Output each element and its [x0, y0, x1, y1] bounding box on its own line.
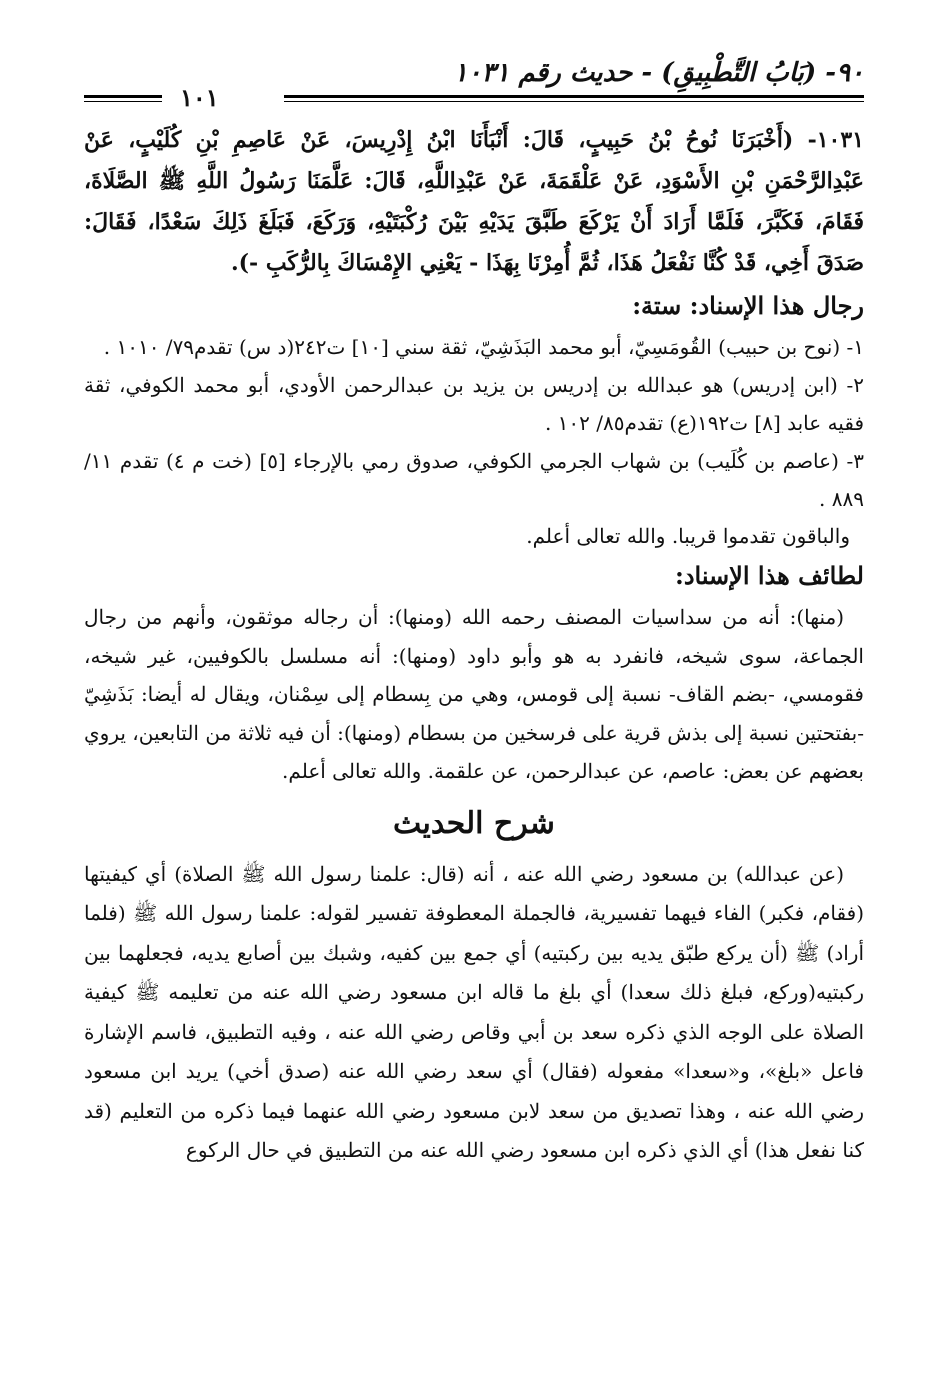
sharh-title: شرح الحديث [393, 805, 555, 841]
header-rule-short [84, 95, 162, 102]
narrator-item: ٢- (ابن إدريس) هو عبدالله بن إدريس بن يزيد بن عبدالرحمن الأودي، أبو محمد الكوفي، ثقة فقيه عابد [٨] ت١٩٢(ع) تقدم٨٥/ ١٠٢ . [84, 373, 864, 435]
narrator-item: ٣- (عاصم بن كُلَيب) بن شهاب الجرمي الكوفي، صدوق رمي بالإرجاء [٥] (خت م ٤) تقدم ١١/ ٨٨٩ . [84, 449, 864, 511]
narrators-heading: رجال هذا الإسناد: ستة: [632, 291, 864, 320]
running-title: ٩٠- (بَابُ التَّطْبِيقِ) - حديث رقم ١٠٣١ [453, 58, 864, 88]
book-page [84, 40, 864, 1171]
remaining-narrators-note: والباقون تقدموا قريبا. والله تعالى أعلم. [526, 524, 850, 548]
page-header [84, 40, 864, 120]
narrator-item: ١- (نوح بن حبيب) القُومَسِيّ، أبو محمد البَذَشِيّ، ثقة سني [١٠] ت٢٤٢(د س) تقدم٧٩/ ١٠١٠ . [103, 335, 864, 359]
header-rule-long [284, 95, 864, 102]
hadith-text: ١٠٣١- (أَخْبَرَنَا نُوحُ بْنُ حَبِيبٍ، قَالَ: أَنْبَأَنَا ابْنُ إِدْرِيسَ، عَنْ عَاصِمِ بْنِ كُلَيْبٍ، عَنْ عَبْدِالرَّحْمَنِ بْنِ الأَسْوَدِ، عَنْ عَلْقَمَةَ، عَنْ عَبْدِاللَّهِ، قَالَ: عَلَّمَنَا رَسُولُ اللَّهِ ﷺ الصَّلَاةَ، فَقَامَ، فَكَبَّرَ، فَلَمَّا أَرَادَ أَنْ يَرْكَعَ طَبَّقَ يَدَيْهِ بَيْنَ رُكْبَتَيْهِ، وَرَكَعَ، فَبَلَغَ ذَلِكَ سَعْدًا، فَقَالَ: صَدَقَ أَخِي، قَدْ كُنَّا نَفْعَلُ هَذَا، ثُمَّ أُمِرْنَا بِهَذَا - يَعْنِي الإِمْسَاكَ بِالرُّكَبِ -). [84, 127, 864, 276]
sharh-paragraph: (عن عبدالله) بن مسعود رضي الله عنه ، أنه (قال: علمنا رسول الله ﷺ الصلاة) أي كيفيتها (فقام، فكبر) الفاء فيهما تفسيرية، فالجملة المعطوفة تفسير لقوله: علمنا رسول الله ﷺ (فلما أراد) ﷺ (أن يركع طبّق يديه بين ركبتيه) أي جمع بين كفيه، وشبك بين أصابع يديه، فجعلهما بين ركبتيه(وركع، فبلغ ذلك سعدا) أي بلغ ما قاله ابن مسعود رضي الله عنه من تعليمه ﷺ كيفية الصلاة على الوجه الذي ذكره سعد بن أبي وقاص رضي الله عنه ، وفيه التطبيق، فاسم الإشارة فاعل «بلغ»، و«سعدا» مفعوله (فقال) أي سعد رضي الله عنه (صدق أخي) يريد ابن مسعود رضي الله عنه ، وهذا تصديق من سعد لابن مسعود رضي الله عنهما فيما ذكره من التعليم (قد كنا نفعل هذا) أي الذي ذكره ابن مسعود رضي الله عنه من التطبيق في حال الركوع [84, 861, 864, 1162]
subtleties-paragraph: (منها): أنه من سداسيات المصنف رحمه الله (ومنها): أن رجاله موثقون، وأنهم من رجال الجماعة، سوى شيخه، فانفرد به هو وأبو داود (ومنها): أنه مسلسل بالكوفيين، غير شيخه، فقومسي، -بضم القاف- نسبة إلى قومس، وهي من بِسطام إلى سِمْنان، ويقال له أيضا: بَذَشِيّ -بفتحتين نسبة إلى بذش قرية على فرسخين من بسطام (ومنها): أن فيه ثلاثة من التابعين، يروي بعضهم عن بعض: عاصم، عن عبدالرحمن، عن علقمة. والله تعالى أعلم. [84, 605, 864, 783]
page-number: ١٠١ [180, 83, 219, 112]
subtleties-heading: لطائف هذا الإسناد: [674, 561, 864, 590]
